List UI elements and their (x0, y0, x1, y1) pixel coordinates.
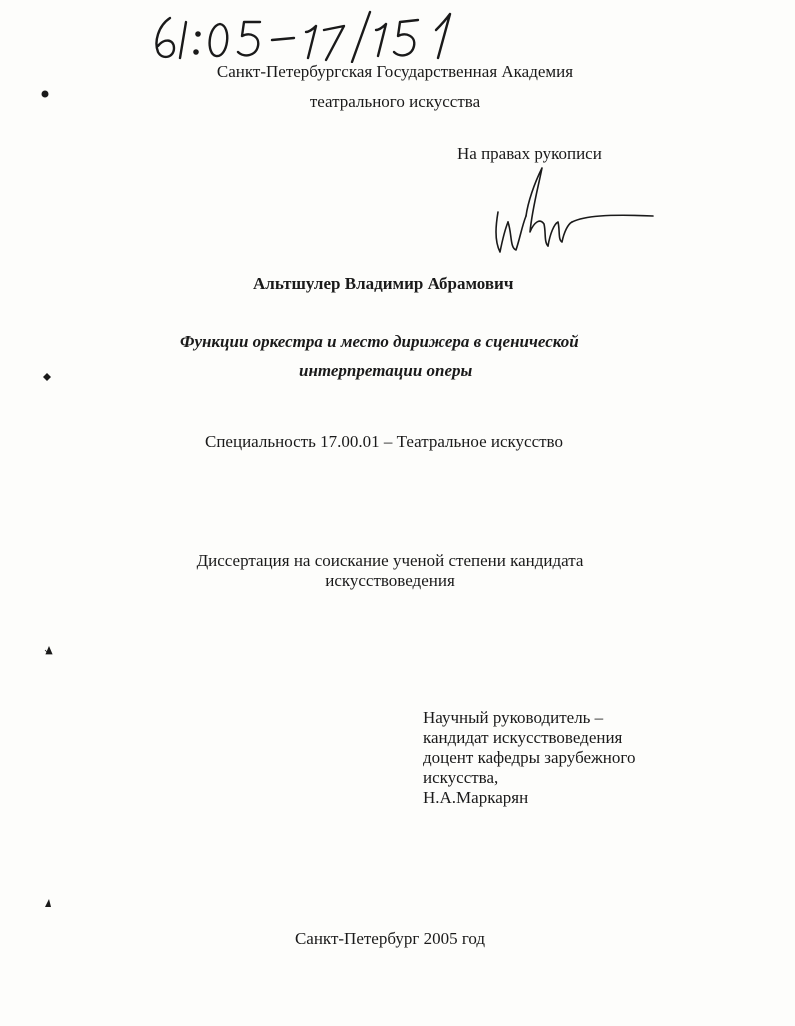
binding-hole-mark (43, 898, 53, 908)
advisor-line-2: кандидат искусствоведения (423, 728, 623, 747)
binding-hole-mark (44, 646, 54, 656)
dissertation-title-line-1: Функции оркестра и место дирижера в сценической (180, 332, 579, 351)
manuscript-note: На правах рукописи (457, 144, 602, 163)
handwritten-archive-code (148, 8, 478, 63)
specialty: Специальность 17.00.01 – Театральное искусство (205, 432, 563, 451)
institution-line-2: театрального искусства (309, 92, 481, 111)
institution-line-1: Санкт-Петербургская Государственная Академия (216, 62, 574, 81)
advisor-line-4: искусства, (423, 768, 499, 787)
city-and-year: Санкт-Петербург 2005 год (294, 929, 486, 948)
author-signature (488, 162, 658, 257)
author-name: Альтшулер Владимир Абрамович (253, 274, 514, 293)
dissertation-title-line-2: интерпретации оперы (299, 361, 473, 380)
binding-hole-mark (40, 89, 50, 99)
advisor-line-1: Научный руководитель – (423, 708, 604, 727)
binding-hole-mark (42, 372, 52, 382)
degree-line-1: Диссертация на соискание ученой степени кандидата (196, 551, 584, 570)
degree-line-2: искусствоведения (325, 571, 455, 590)
scientific-advisor (423, 708, 635, 808)
advisor-name: Н.А.Маркарян (423, 788, 529, 807)
advisor-line-3: доцент кафедры зарубежного (423, 748, 636, 767)
